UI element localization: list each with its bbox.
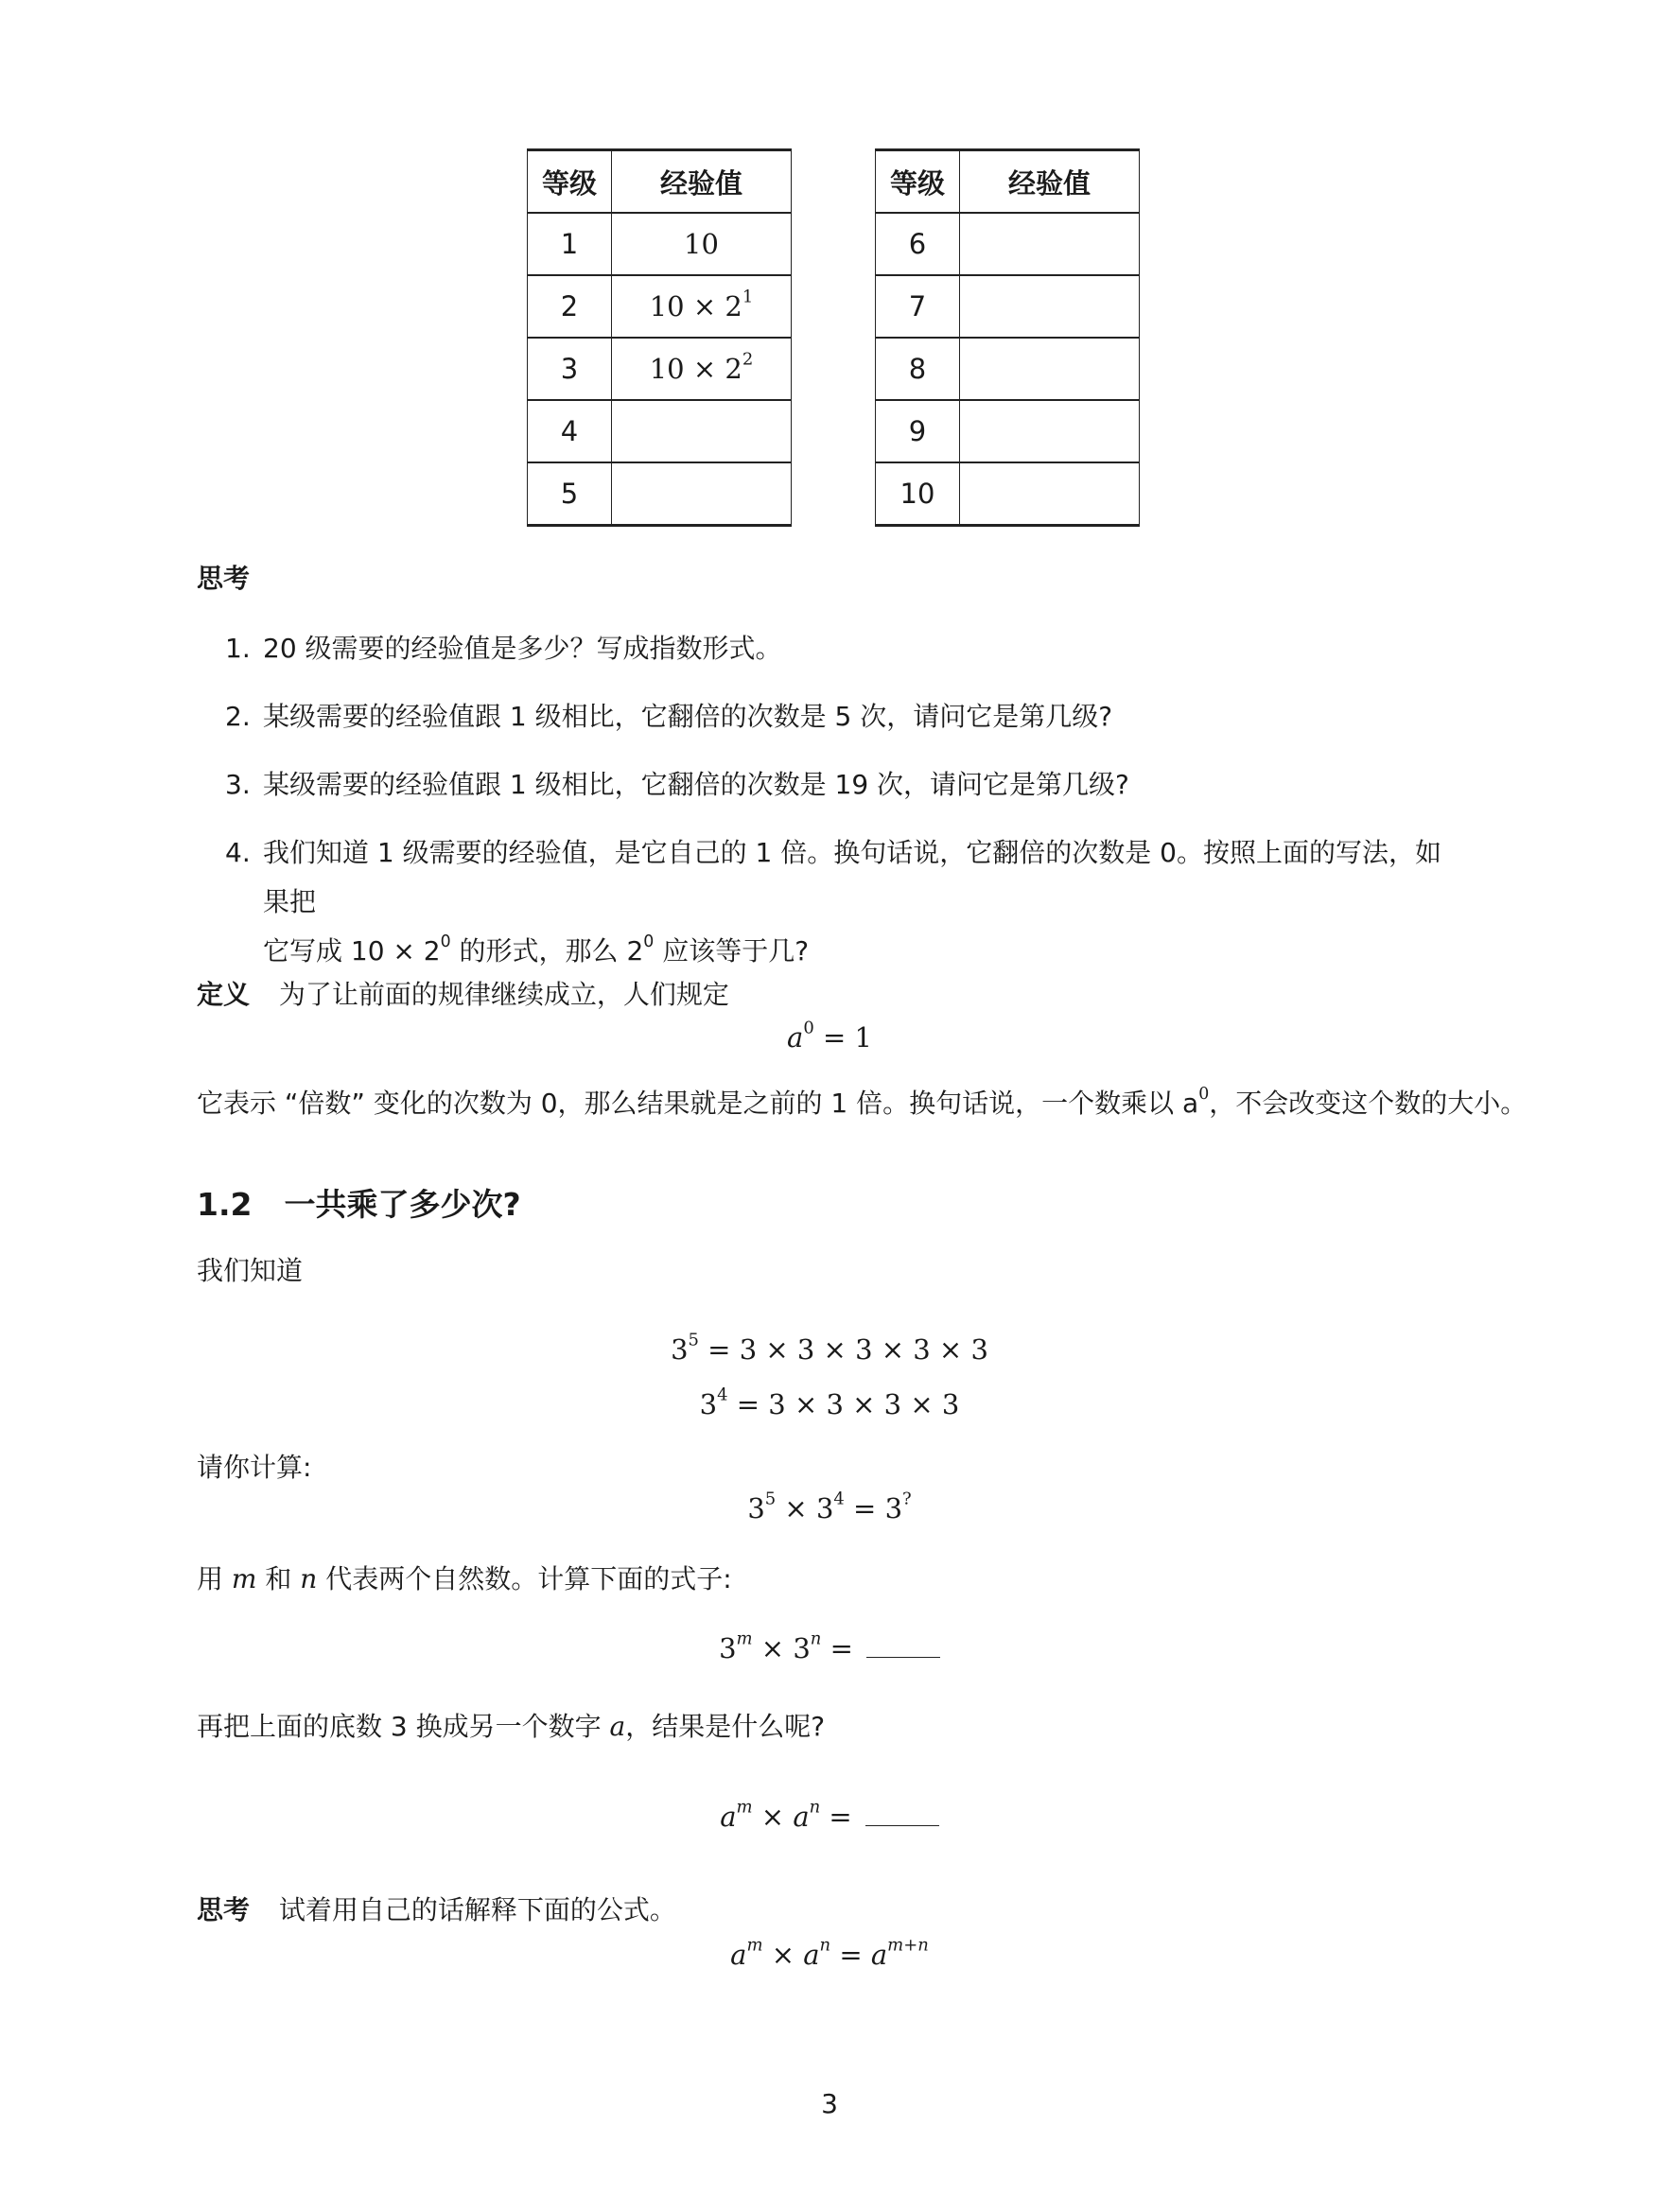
answer-blank: [865, 1824, 939, 1826]
think-list: [197, 624, 1464, 995]
header-xp: 经验值: [612, 150, 792, 214]
list-item: [197, 828, 1464, 976]
think-line-2: [197, 1890, 676, 1927]
prompt-text: 再把上面的底数 3 换成另一个数字: [197, 1711, 610, 1742]
eq-part: = 3 × 3 × 3 × 3 × 3: [698, 1333, 988, 1366]
section-number: 1.2: [197, 1186, 253, 1223]
section-title-text: 一共乘了多少次?: [284, 1186, 521, 1223]
xp-cell: [960, 400, 1140, 462]
xp-base: 10 × 2: [649, 290, 742, 322]
calc-prompt: 请你计算:: [197, 1452, 312, 1483]
explain-text: 它表示 “倍数” 变化的次数为 0，那么结果就是之前的 1 倍。换句话说，一个数乘以 a: [197, 1088, 1199, 1119]
var: a: [609, 1711, 626, 1742]
level-xp-table-left: [527, 148, 792, 527]
xp-exponent: 2: [742, 349, 754, 370]
table-row: [528, 213, 792, 275]
header-level: 等级: [876, 150, 960, 214]
level-xp-table-right: [875, 148, 1140, 527]
item-number: 2.: [225, 701, 251, 732]
exponent: n: [819, 1935, 831, 1956]
eq-part: =: [820, 1801, 852, 1833]
xp-cell: [960, 462, 1140, 526]
item-text: 20 级需要的经验值是多少？写成指数形式。: [263, 633, 782, 664]
exponent: 5: [764, 1489, 777, 1509]
equation-1: [0, 1330, 1659, 1366]
item-number: 3.: [225, 769, 251, 800]
xp-cell: [612, 338, 792, 400]
exponent: m: [736, 1797, 753, 1818]
exponent: 4: [833, 1489, 845, 1509]
exponent: 0: [1198, 1085, 1210, 1105]
definition-explain: [197, 1083, 1527, 1121]
item-text: 我们知道 1 级需要的经验值，是它自己的 1 倍。换句话说，它翻倍的次数是 0。按照上面的写法，如果把: [263, 837, 1441, 917]
table-row: [528, 400, 792, 462]
definition-formula: [0, 1018, 1659, 1054]
exponent: 0: [643, 932, 655, 952]
xp-cell: [960, 275, 1140, 338]
xp-exponent: 1: [742, 287, 754, 307]
eq-part: 3: [671, 1333, 689, 1366]
level-cell: 5: [528, 462, 612, 526]
list-item: [197, 760, 1464, 810]
item-text: 某级需要的经验值跟 1 级相比，它翻倍的次数是 19 次，请问它是第几级?: [263, 769, 1129, 800]
definition-label: 定义: [197, 979, 251, 1010]
eq-part: × a: [752, 1801, 810, 1833]
var: m: [231, 1563, 257, 1594]
xp-cell: [612, 400, 792, 462]
exponent: m: [736, 1629, 753, 1649]
definition-text: 为了让前面的规律继续成立，人们规定: [278, 979, 729, 1010]
table-row: [876, 275, 1140, 338]
level-cell: 2: [528, 275, 612, 338]
exponent: n: [809, 1797, 821, 1818]
prompt-text: ，结果是什么呢?: [625, 1711, 826, 1742]
level-cell: 3: [528, 338, 612, 400]
page-number: 3: [821, 2088, 838, 2119]
intro-text: 我们知道: [197, 1255, 304, 1286]
var: a: [730, 1939, 747, 1971]
level-cell: 8: [876, 338, 960, 400]
level-cell: 7: [876, 275, 960, 338]
exponent: n: [810, 1629, 822, 1649]
eq-part: 3: [747, 1492, 765, 1524]
item-text: 应该等于几?: [654, 935, 810, 967]
exponent: 4: [717, 1385, 728, 1405]
eq-part: × a: [762, 1939, 820, 1971]
item-text: 的形式，那么 2: [450, 935, 644, 967]
exponent: m+n: [887, 1935, 929, 1956]
xp-base: 10 × 2: [649, 353, 742, 385]
var: n: [300, 1563, 318, 1594]
xp-cell: [960, 338, 1140, 400]
table-row: [528, 338, 792, 400]
base-prompt: [197, 1706, 825, 1744]
item-text: 它写成 10 × 2: [263, 935, 441, 967]
eq-part: 3: [719, 1632, 737, 1664]
var: a: [720, 1801, 737, 1833]
section-title: [197, 1180, 521, 1225]
eq-part: 3: [699, 1388, 718, 1420]
level-cell: 4: [528, 400, 612, 462]
eq-part: = 3: [844, 1492, 903, 1524]
exponent: 5: [688, 1330, 699, 1350]
table-row: [528, 462, 792, 526]
eq-part: = 3 × 3 × 3 × 3: [727, 1388, 960, 1420]
item-number: 4.: [225, 837, 251, 868]
definition-line: [197, 974, 729, 1012]
prompt-text: 用: [197, 1563, 232, 1594]
var: a: [787, 1021, 804, 1054]
table-row: [528, 275, 792, 338]
equation-6: [0, 1935, 1659, 1971]
prompt-text: 和: [256, 1563, 301, 1594]
think-heading: 思考: [197, 563, 251, 594]
think-label: 思考: [197, 1894, 251, 1925]
think-text: 试着用自己的话解释下面的公式。: [278, 1894, 676, 1925]
table-row: [876, 338, 1140, 400]
exponent: m: [746, 1935, 763, 1956]
xp-cell: [612, 213, 792, 275]
equation-2: [0, 1385, 1659, 1420]
eq-part: × 3: [776, 1492, 834, 1524]
exponent: ?: [902, 1489, 912, 1509]
level-cell: 6: [876, 213, 960, 275]
level-cell: 9: [876, 400, 960, 462]
level-cell: 10: [876, 462, 960, 526]
equation-4: [0, 1629, 1659, 1664]
level-cell: 1: [528, 213, 612, 275]
header-xp: 经验值: [960, 150, 1140, 214]
prompt-text: 代表两个自然数。计算下面的式子:: [317, 1563, 732, 1594]
table-row: [876, 213, 1140, 275]
table-row: [876, 400, 1140, 462]
explain-text: ，不会改变这个数的大小。: [1209, 1088, 1528, 1119]
eq-part: = a: [830, 1939, 888, 1971]
header-level: 等级: [528, 150, 612, 214]
equation-5: [0, 1797, 1659, 1833]
list-item: [197, 692, 1464, 741]
equation-3: [0, 1489, 1659, 1524]
list-item: [197, 624, 1464, 673]
answer-blank: [866, 1656, 940, 1658]
eq-part: × 3: [752, 1632, 811, 1664]
eq-part: =: [821, 1632, 853, 1664]
item-text: 某级需要的经验值跟 1 级相比，它翻倍的次数是 5 次，请问它是第几级?: [263, 701, 1113, 732]
xp-base: 10: [684, 228, 719, 260]
exponent: 0: [803, 1018, 814, 1038]
exponent: 0: [440, 932, 451, 952]
table-row: [876, 462, 1140, 526]
formula-rest: = 1: [813, 1021, 872, 1054]
xp-cell: [960, 213, 1140, 275]
xp-cell: [612, 462, 792, 526]
xp-cell: [612, 275, 792, 338]
mn-prompt: [197, 1559, 732, 1596]
item-number: 1.: [225, 633, 251, 664]
